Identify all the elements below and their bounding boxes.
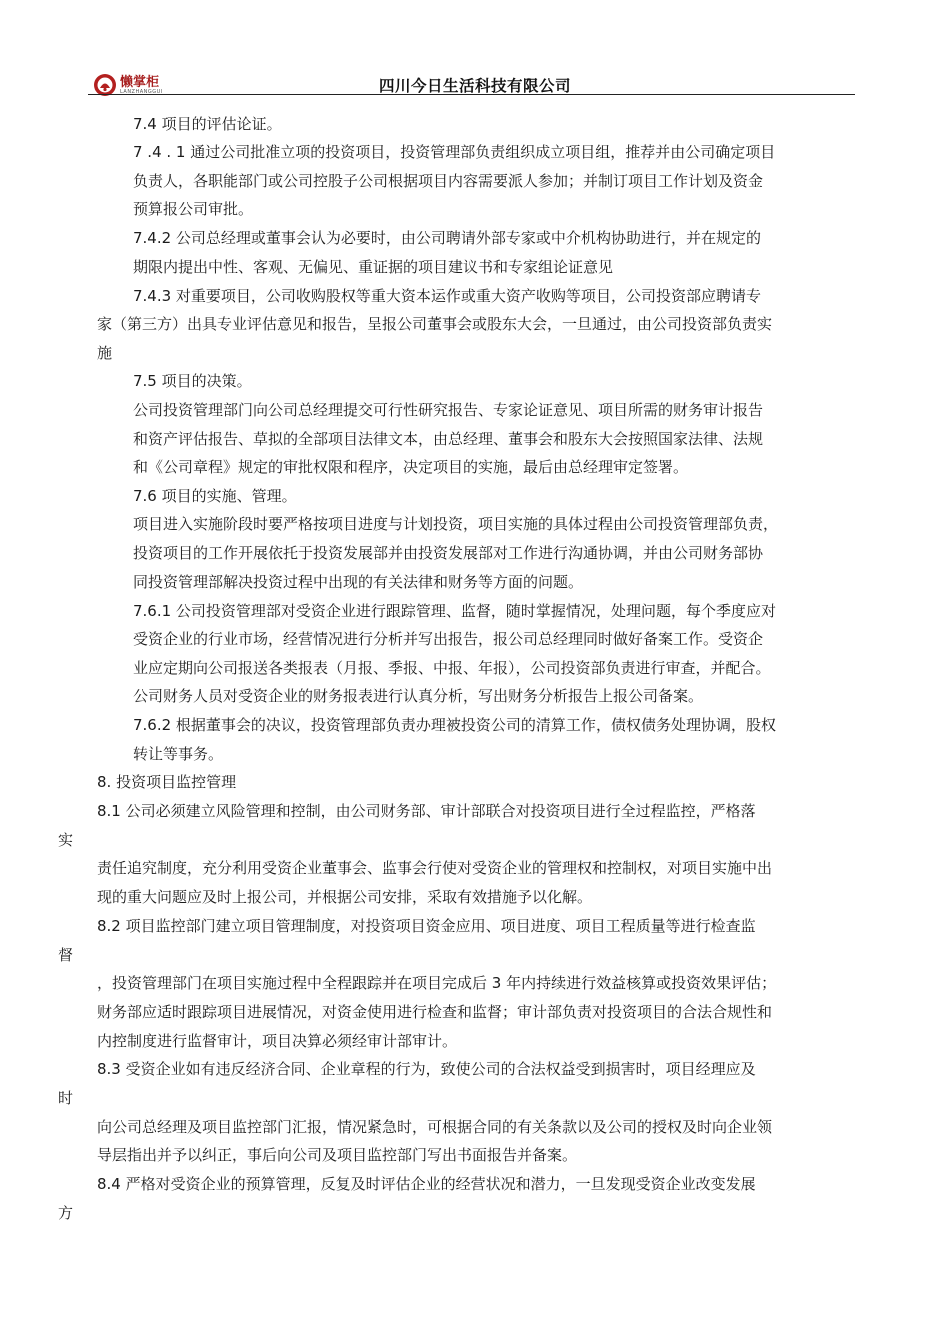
text-line: 7.6.2 根据董事会的决议，投资管理部负责办理被投资公司的清算工作，债权债务处理协调，股权 <box>133 716 776 734</box>
logo-subtext: LANZHANGGUI <box>120 88 163 95</box>
text-line: 7.6 项目的实施、管理。 <box>133 487 297 505</box>
company-name: 四川今日生活科技有限公司 <box>378 77 571 95</box>
text-line: ，投资管理部门在项目实施过程中全程跟踪并在项目完成后 3 年内持续进行效益核算或投资效果评估； <box>97 974 777 992</box>
text-line: 7.6.1 公司投资管理部对受资企业进行跟踪管理、监督，随时掌握情况，处理问题，每个季度应对 <box>133 602 776 620</box>
text-line: 预算报公司审批。 <box>133 200 254 218</box>
text-line: 8.4 严格对受资企业的预算管理，反复及时评估企业的经营状况和潜力，一旦发现受资企业改变发展 <box>97 1175 756 1193</box>
text-line: 期限内提出中性、客观、无偏见、重证据的项目建议书和专家组论证意见 <box>133 258 614 276</box>
text-line: 现的重大问题应及时上报公司，并根据公司安排，采取有效措施予以化解。 <box>97 888 593 906</box>
text-line: 导层指出并予以纠正，事后向公司及项目监控部门写出书面报告并备案。 <box>97 1146 578 1164</box>
text-line: 项目进入实施阶段时要严格按项目进度与计划投资，项目实施的具体过程由公司投资管理部负责， <box>133 515 779 533</box>
text-line: 家（第三方）出具专业评估意见和报告，呈报公司董事会或股东大会，一旦通过，由公司投资部负责实 <box>97 315 773 333</box>
text-line: 和资产评估报告、草拟的全部项目法律文本，由总经理、董事会和股东大会按照国家法律、法规 <box>133 430 764 448</box>
text-line: 财务部应适时跟踪项目进展情况，对资金使用进行检查和监督；审计部负责对投资项目的合法合规性和 <box>97 1003 773 1021</box>
text-line: 转让等事务。 <box>133 745 224 763</box>
header-rule <box>88 94 855 95</box>
text-line: 7.4.2 公司总经理或董事会认为必要时，由公司聘请外部专家或中介机构协助进行，并在规定的 <box>133 229 761 247</box>
text-line: 7.4 项目的评估论证。 <box>133 115 282 133</box>
text-line: 公司投资管理部门向公司总经理提交可行性研究报告、专家论证意见、项目所需的财务审计报告 <box>133 401 764 419</box>
text-line: 投资项目的工作开展依托于投资发展部并由投资发展部对工作进行沟通协调，并由公司财务部协 <box>133 544 764 562</box>
text-line: 方 <box>58 1204 74 1222</box>
text-line: 8.1 公司必须建立风险管理和控制，由公司财务部、审计部联合对投资项目进行全过程监控，严格落 <box>97 802 756 820</box>
text-line: 8.3 受资企业如有违反经济合同、企业章程的行为，致使公司的合法权益受到损害时，项目经理应及 <box>97 1060 756 1078</box>
text-line: 7.5 项目的决策。 <box>133 372 252 390</box>
text-line: 业应定期向公司报送各类报表（月报、季报、中报、年报），公司投资部负责进行审查，并配合。 <box>133 659 771 677</box>
text-line: 7.4.3 对重要项目，公司收购股权等重大资本运作或重大资产收购等项目，公司投资部应聘请专 <box>133 287 761 305</box>
text-line: 时 <box>58 1089 74 1107</box>
text-line: 督 <box>58 946 74 964</box>
text-line: 公司财务人员对受资企业的财务报表进行认真分析，写出财务分析报告上报公司备案。 <box>133 687 704 705</box>
text-line: 受资企业的行业市场，经营情况进行分析并写出报告，报公司总经理同时做好备案工作。受资企 <box>133 630 764 648</box>
text-line: 施 <box>97 344 113 362</box>
text-line: 负责人，各职能部门或公司控股子公司根据项目内容需要派人参加；并制订项目工作计划及资金 <box>133 172 764 190</box>
logo-text: 懒掌柜 <box>120 74 160 90</box>
text-line: 实 <box>58 831 74 849</box>
section-heading: 8. 投资项目监控管理 <box>97 773 237 791</box>
text-line: 责任追究制度，充分利用受资企业董事会、监事会行使对受资企业的管理权和控制权，对项目实施中出 <box>97 859 773 877</box>
text-line: 8.2 项目监控部门建立项目管理制度，对投资项目资金应用、项目进度、项目工程质量等进行检查监 <box>97 917 756 935</box>
text-line: 同投资管理部解决投资过程中出现的有关法律和财务等方面的问题。 <box>133 573 584 591</box>
text-line: 和《公司章程》规定的审批权限和程序，决定项目的实施，最后由总经理审定签署。 <box>133 458 689 476</box>
text-line: 7 .4 . 1 通过公司批准立项的投资项目，投资管理部负责组织成立项目组，推荐并由公司确定项目 <box>133 143 776 161</box>
text-line: 内控制度进行监督审计，项目决算必须经审计部审计。 <box>97 1032 458 1050</box>
text-line: 向公司总经理及项目监控部门汇报，情况紧急时，可根据合同的有关条款以及公司的授权及时向企业领 <box>97 1118 773 1136</box>
